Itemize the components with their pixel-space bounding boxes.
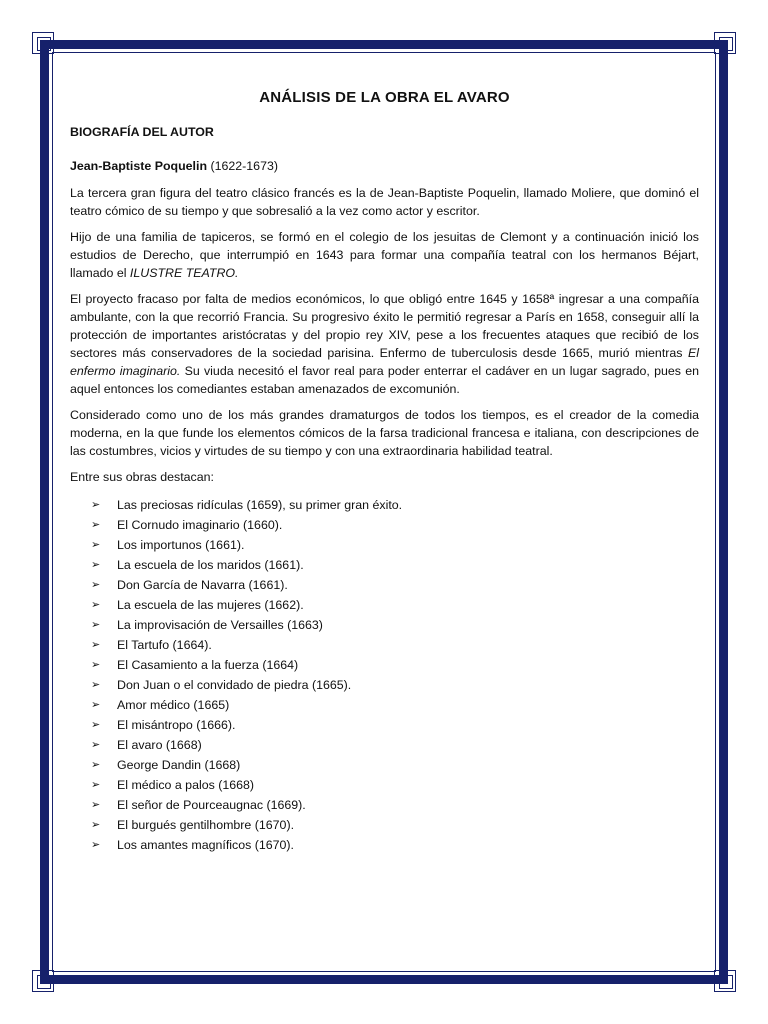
author-name: Jean-Baptiste Poquelin	[70, 159, 208, 173]
arrow-bullet-icon: ➢	[91, 799, 101, 811]
list-item: ➢ Los amantes magníficos (1670).	[91, 835, 699, 855]
arrow-bullet-icon: ➢	[91, 739, 101, 751]
arrow-bullet-icon: ➢	[91, 759, 101, 771]
list-item: ➢ El misántropo (1666).	[91, 715, 699, 735]
paragraph-2-italic: ILUSTRE TEATRO.	[129, 266, 239, 280]
list-item: ➢ Los importunos (1661).	[91, 535, 699, 555]
corner-ornament-bottom-left	[32, 970, 54, 992]
paragraph-1: La tercera gran figura del teatro clásico francés es la de Jean-Baptiste Poquelin, llamado Moliere, que dominó el teatro cómico de su tiempo y que sobresalió a la vez como actor y escritor.	[70, 186, 699, 218]
corner-ornament-top-right	[714, 32, 736, 54]
list-item: ➢ La escuela de las mujeres (1662).	[91, 595, 699, 615]
paragraph-4: Considerado como uno de los más grandes dramaturgos de todos los tiempos, es el creador de la comedia moderna, en la que funde los elementos cómicos de la farsa tradicional francesa e italiana, con descripciones de las costumbres, vicios y virtudes de su tiempo y con una extraordinaria habilidad teatral.	[70, 408, 699, 458]
arrow-bullet-icon: ➢	[91, 659, 101, 671]
paragraph-2-text: Hijo de una familia de tapiceros, se formó en el colegio de los jesuitas de Clemont y a continuación inició los estudios de Derecho, que interrumpió en 1643 para formar una compañía teatral con los hermanos Béjart, llamado el	[70, 230, 699, 280]
paragraph-3-rest: Su viuda necesitó el favor real para poder enterrar el cadáver en un lugar sagrado, pues en aquel entonces los comediantes estaban amenazados de excomunión.	[70, 364, 699, 396]
arrow-bullet-icon: ➢	[91, 719, 101, 731]
arrow-bullet-icon: ➢	[91, 579, 101, 591]
corner-ornament-top-left	[32, 32, 54, 54]
paragraph-3-text: El proyecto fracaso por falta de medios económicos, lo que obligó entre 1645 y 1658ª ingresar a una compañía ambulante, con la que recorrió Francia. Su progresivo éxito le permitió regresar a París en 1658, conseguir allí la protección de importantes aristócratas y del propio rey XIV, pese a los frecuentes ataques que recibió de los sectores más conservadores de la sociedad parisina. Enfermo de tuberculosis desde 1665, murió mientras	[70, 292, 699, 360]
list-item: ➢ Las preciosas ridículas (1659), su primer gran éxito.	[91, 495, 699, 515]
arrow-bullet-icon: ➢	[91, 559, 101, 571]
list-item: ➢ Amor médico (1665)	[91, 695, 699, 715]
list-item: ➢ El médico a palos (1668)	[91, 775, 699, 795]
works-intro: Entre sus obras destacan:	[70, 470, 214, 484]
list-item: ➢ El señor de Pourceaugnac (1669).	[91, 795, 699, 815]
list-item: ➢ Don Juan o el convidado de piedra (1665).	[91, 675, 699, 695]
paragraph-3	[70, 290, 699, 398]
works-list	[70, 495, 699, 855]
arrow-bullet-icon: ➢	[91, 679, 101, 691]
arrow-bullet-icon: ➢	[91, 619, 101, 631]
arrow-bullet-icon: ➢	[91, 539, 101, 551]
arrow-bullet-icon: ➢	[91, 639, 101, 651]
list-item: ➢ El Tartufo (1664).	[91, 635, 699, 655]
arrow-bullet-icon: ➢	[91, 599, 101, 611]
arrow-bullet-icon: ➢	[91, 499, 101, 511]
section-heading: BIOGRAFÍA DEL AUTOR	[70, 125, 214, 139]
list-item: ➢ George Dandin (1668)	[91, 755, 699, 775]
list-item: ➢ El Cornudo imaginario (1660).	[91, 515, 699, 535]
list-item: ➢ La escuela de los maridos (1661).	[91, 555, 699, 575]
list-item: ➢ Don García de Navarra (1661).	[91, 575, 699, 595]
arrow-bullet-icon: ➢	[91, 699, 101, 711]
list-item: ➢ El burgués gentilhombre (1670).	[91, 815, 699, 835]
list-item: ➢ El avaro (1668)	[91, 735, 699, 755]
document-body	[70, 89, 699, 855]
corner-ornament-bottom-right	[714, 970, 736, 992]
list-item: ➢ El Casamiento a la fuerza (1664)	[91, 655, 699, 675]
arrow-bullet-icon: ➢	[91, 519, 101, 531]
document-title: ANÁLISIS DE LA OBRA EL AVARO	[259, 89, 510, 106]
arrow-bullet-icon: ➢	[91, 839, 101, 851]
author-line	[70, 157, 699, 175]
arrow-bullet-icon: ➢	[91, 819, 101, 831]
paragraph-3-italic: El enfermo imaginario.	[70, 346, 699, 378]
arrow-bullet-icon: ➢	[91, 779, 101, 791]
list-item: ➢ La improvisación de Versailles (1663)	[91, 615, 699, 635]
paragraph-2	[70, 228, 699, 282]
author-dates: (1622-1673)	[210, 159, 278, 173]
